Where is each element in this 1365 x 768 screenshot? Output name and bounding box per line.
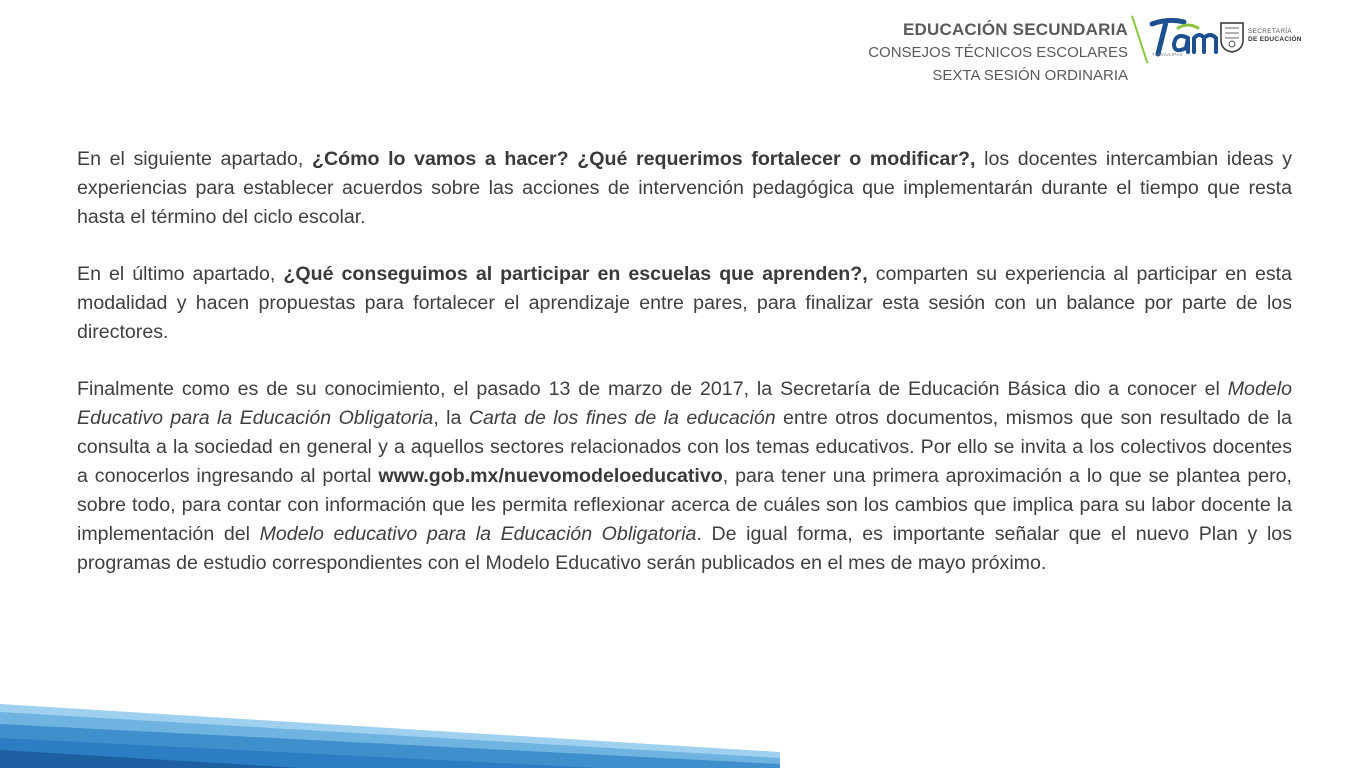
tam-logo-caption: TAMAULIPAS <box>1152 52 1183 57</box>
paragraph-1 <box>77 145 1292 232</box>
p1-bold-question: ¿Cómo lo vamos a hacer? ¿Qué requerimos fortalecer o modificar?, <box>311 148 976 170</box>
header <box>868 18 1128 87</box>
p2-text: En el último apartado, <box>77 263 284 285</box>
bottom-decorative-band <box>0 690 1365 768</box>
paragraph-2 <box>77 260 1292 347</box>
p2-text-end: comparten su experiencia al participar en esta modalidad y hacen propuestas para fortalecer el aprendizaje entre pares, para finalizar esta sesión con un balance por parte de los directores. <box>77 263 1292 343</box>
secretaria-logo-text <box>1248 28 1302 44</box>
p3-text-i: . De igual forma, es importante señalar que el nuevo Plan y los programas de estudio correspondientes con el Modelo Educativo serán publicados en el mes de mayo próximo. <box>77 523 1292 574</box>
p3-italic-modelo: Modelo Educativo para la Educación Obligatoria <box>77 378 1292 429</box>
p3-text-a: Finalmente como es de su conocimiento, el pasado 13 de marzo de 2017, la Secretaría de Educación Básica dio a conocer el <box>77 378 1228 400</box>
header-title: EDUCACIÓN SECUNDARIA <box>902 20 1128 39</box>
p3-italic-modelo-2: Modelo educativo para la Educación Obligatoria <box>259 523 697 545</box>
header-subtitle-1: CONSEJOS TÉCNICOS ESCOLARES <box>868 44 1128 61</box>
header-subtitle-2: SEXTA SESIÓN ORDINARIA <box>932 67 1128 84</box>
p2-bold-question: ¿Qué conseguimos al participar en escuelas que aprenden?, <box>283 263 868 285</box>
p3-portal-link[interactable]: www.gob.mx/nuevomodeloeducativo <box>378 465 723 487</box>
body-text <box>77 145 1292 606</box>
p1-text-end: los docentes intercambian ideas y experiencias para establecer acuerdos sobre las acciones de intervención pedagógica que implementarán durante el tiempo que resta hasta el término del ciclo escolar. <box>77 148 1292 228</box>
secretaria-line-1: SECRETARÍA <box>1248 28 1293 35</box>
header-divider <box>1131 15 1148 63</box>
paragraph-3 <box>77 375 1292 578</box>
p3-text-e: entre otros documentos, mismos que son resultado de la consulta a la sociedad en general y a aquellos sectores relacionados con los temas educativos. Por ello se invita a los colectivos docentes a conocerlos ingresando al portal <box>77 407 1292 487</box>
p3-text-c: , la <box>433 407 469 429</box>
secretaria-line-2: DE EDUCACIÓN <box>1248 36 1302 43</box>
state-seal-icon <box>1218 20 1246 54</box>
p3-text-g: , para tener una primera aproximación a lo que se plantea pero, sobre todo, para contar con información que les permita reflexionar acerca de cuáles son los cambios que implica para su labor docente la implementación del <box>77 465 1292 545</box>
p1-text: En el siguiente apartado, <box>77 148 312 170</box>
p3-italic-carta: Carta de los fines de la educación <box>468 407 776 429</box>
